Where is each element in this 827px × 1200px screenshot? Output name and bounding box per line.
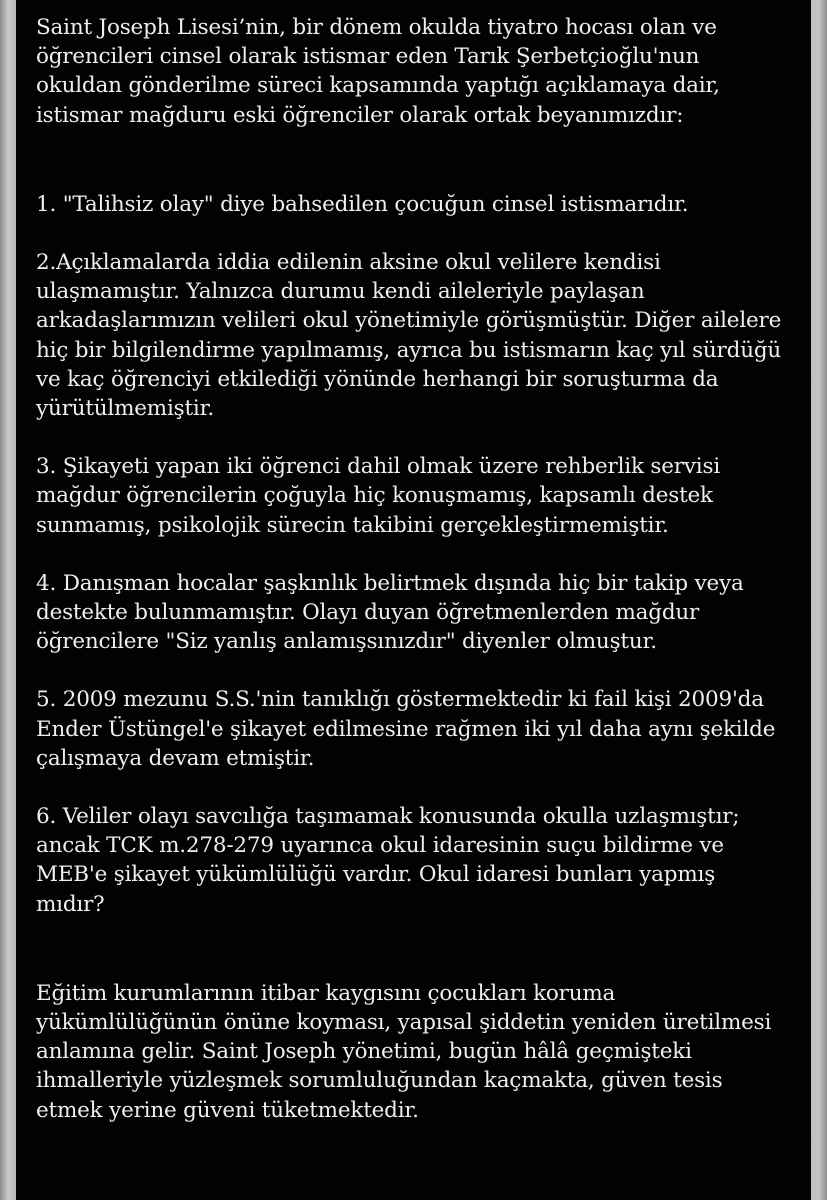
point-1: 1. "Talihsiz olay" diye bahsedilen çocuğun cinsel istismarıdır. [36,191,689,217]
intro-paragraph: Saint Joseph Lisesi’nin, bir dönem okulda tiyatro hocası olan ve öğrencileri cinsel olarak istismar eden Tarık Şerbetçioğlu'nun okuldan gönderilme süreci kapsamında yaptığı açıklamaya dair, istismar mağduru eski öğrenciler olarak ortak beyanımızdır: [36,15,720,128]
point-4: 4. Danışman hocalar şaşkınlık belirtmek dışında hiç bir takip veya destekte bulunmamıştır. Olayı duyan öğretmenlerden mağdur öğrencilere "Siz yanlış anlamışsınızdır" diyenler olmuştur. [36,570,744,655]
statement-document [16,0,811,1200]
point-3: 3. Şikayeti yapan iki öğrenci dahil olmak üzere rehberlik servisi mağdur öğrencilerin çoğuyla hiç konuşmamış, kapsamlı destek sunmamış, psikolojik sürecin takibini gerçekleştirmemiştir. [36,454,720,538]
point-2: 2.Açıklamalarda iddia edilenin aksine okul velilere kendisi ulaşmamıştır. Yalnızca durumu kendi aileleriyle paylaşan arkadaşlarımızın velileri okul yönetimiyle görüşmüştür. Diğer ailelere hiç bir bilgilendirme yapılmamış, ayrıca bu istismarın kaç yıl sürdüğü ve kaç öğrenciyi etkilediği yönünde herhangi bir soruşturma da yürütülmemiştir. [36,250,782,422]
point-5: 5. 2009 mezunu S.S.'nin tanıklığı göstermektedir ki fail kişi 2009'da Ender Üstüngel'e şikayet edilmesine rağmen iki yıl daha aynı şekilde çalışmaya devam etmiştir. [36,687,776,771]
conclusion-paragraph: Eğitim kurumlarının itibar kaygısını çocukları koruma yükümlülüğünün önüne koyması, yapısal şiddetin yeniden üretilmesi anlamına gelir. Saint Joseph yönetimi, bugün hâlâ geçmişteki ihmalleriyle yüzleşmek sorumluluğundan kaçmakta, güven tesis etmek yerine güveni tüketmektedir. [36,980,772,1123]
point-6: 6. Veliler olayı savcılığa taşımamak konusunda okulla uzlaşmıştır; ancak TCK m.278-279 uyarınca okul idaresinin suçu bildirme ve MEB'e şikayet yükümlülüğü vardır. Okul idaresi bunları yapmış mıdır? [36,804,740,917]
